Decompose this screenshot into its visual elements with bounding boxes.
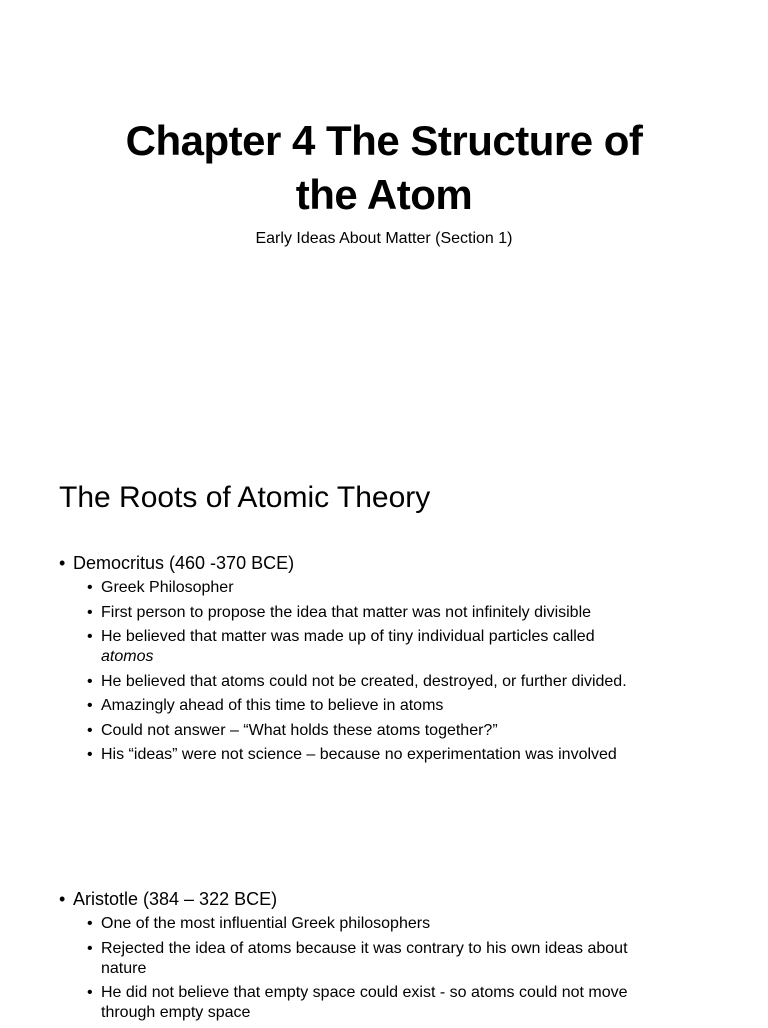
democritus-points xyxy=(87,578,719,765)
list-item: • First person to propose the idea that matter was not infinitely divisible xyxy=(87,603,719,623)
list-item: • One of the most influential Greek philosophers xyxy=(87,914,719,934)
democritus-label: Democritus (460 -370 BCE) xyxy=(73,553,295,573)
list-item: • He believed that atoms could not be created, destroyed, or further divided. xyxy=(87,672,719,692)
aristotle-label: Aristotle (384 – 322 BCE) xyxy=(73,889,278,909)
italic-term: atomos xyxy=(101,648,154,665)
aristotle-section xyxy=(59,887,719,1028)
list-item: • He did not believe that empty space could exist - so atoms could not move through empty space xyxy=(87,983,719,1023)
list-item: • His “ideas” were not science – because no experimentation was involved xyxy=(87,745,719,765)
title-line-2: the Atom xyxy=(295,171,473,218)
list-item: • He believed that matter was made up of tiny individual particles called atomos xyxy=(87,627,719,667)
list-item: • Rejected the idea of atoms because it was contrary to his own ideas about nature xyxy=(87,939,719,979)
section-heading: The Roots of Atomic Theory xyxy=(59,481,431,514)
democritus-bullet xyxy=(59,551,719,575)
list-item: • Amazingly ahead of this time to believe in atoms xyxy=(87,696,719,716)
slide-title xyxy=(84,114,684,222)
list-item: • Greek Philosopher xyxy=(87,578,719,598)
aristotle-points xyxy=(87,914,719,1023)
democritus-section xyxy=(59,551,719,770)
slide-subtitle: Early Ideas About Matter (Section 1) xyxy=(255,230,513,247)
aristotle-bullet xyxy=(59,887,719,911)
title-line-1: Chapter 4 The Structure of xyxy=(125,117,643,164)
list-item: • Could not answer – “What holds these atoms together?” xyxy=(87,721,719,741)
